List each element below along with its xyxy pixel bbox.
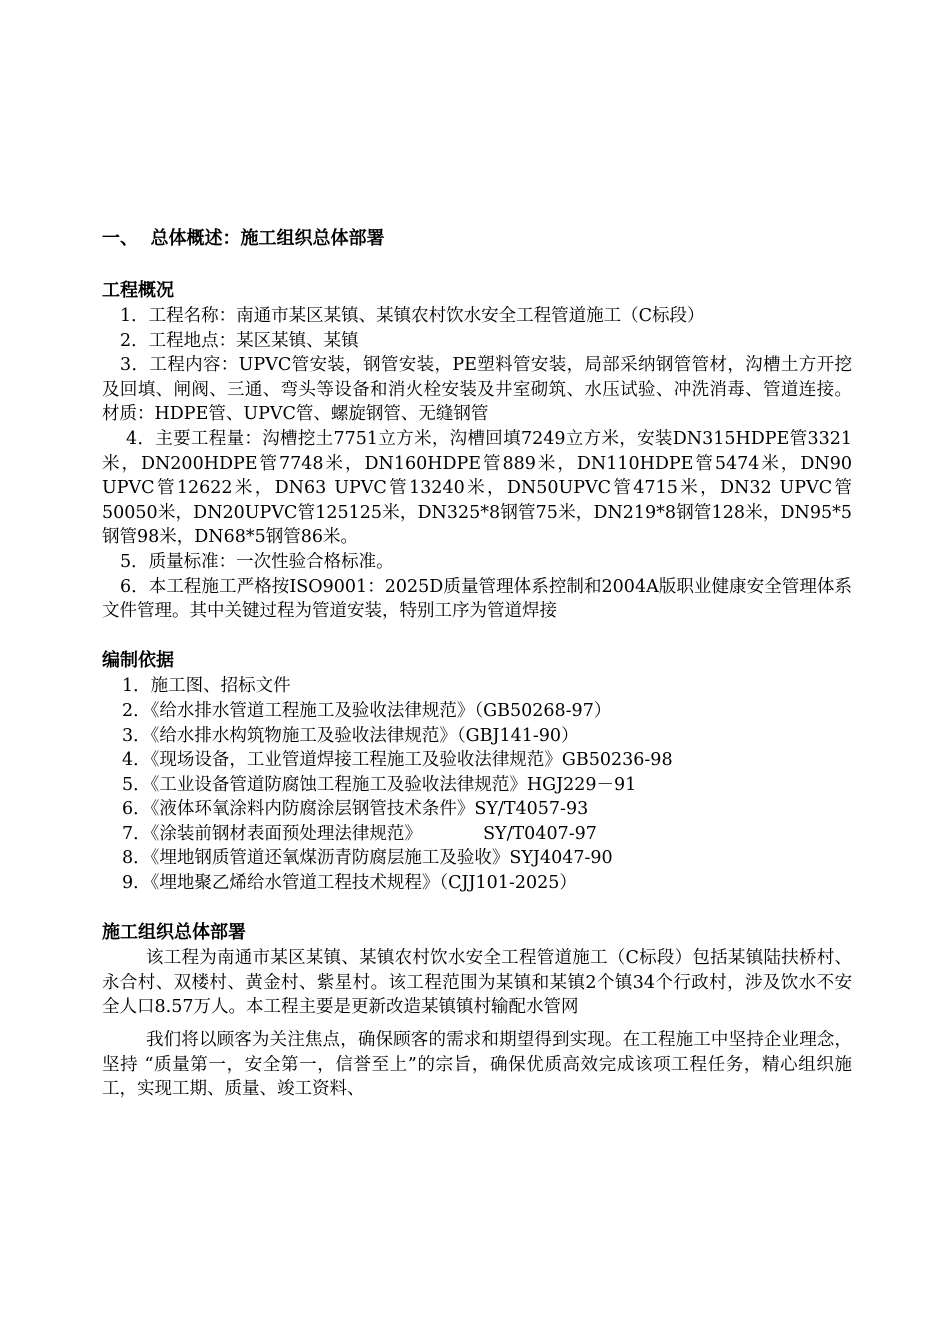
document-page: [102, 226, 852, 1102]
basis-item-4: 4．《现场设备，工业管道焊接工程施工及验收法律规范》GB50236-98: [122, 750, 673, 771]
overview-item-5: 5．质量标准：一次性验合格标准。: [120, 551, 394, 572]
basis-item-5: 5．《工业设备管道防腐蚀工程施工及验收法律规范》HGJ229－91: [122, 774, 637, 795]
basis-item-9: 9．《埋地聚乙烯给水管道工程技术规程》（CJJ101-2025）: [122, 873, 577, 894]
basis-item-3: 3．《给水排水构筑物施工及验收法律规范》（GBJ141-90）: [122, 725, 579, 746]
deployment-paragraph-2: 我们将以顾客为关注焦点，确保顾客的需求和期望得到实现。在工程施工中坚持企业理念，坚持 “质量第一，安全第一，信誉至上”的宗旨，确保优质高效完成该项工程任务，精心组织施工，实现工期、质量、竣工资料、: [102, 1030, 852, 1100]
basis-item-2: 2．《给水排水管道工程施工及验收法律规范》（GB50268-97）: [122, 700, 612, 721]
basis-item-1: 1．施工图、招标文件: [122, 676, 291, 697]
basis-item-8: 8．《埋地钢质管道还氧煤沥青防腐层施工及验收》SYJ4047-90: [122, 848, 613, 869]
deployment-paragraph-1: 该工程为南通市某区某镇、某镇农村饮水安全工程管道施工（C标段）包括某镇陆扶桥村、永合村、双楼村、黄金村、紫星村。该工程范围为某镇和某镇2个镇34个行政村，涉及饮水不安全人口8.57万人。本工程主要是更新改造某镇镇村输配水管网: [102, 948, 852, 1018]
overview-item-4: 4．主要工程量：沟槽挖土7751立方米，沟槽回填7249立方米，安装DN315HDPE管3321米，DN200HDPE管7748米，DN160HDPE管889米，DN110HDPE管5474米，DN90 UPVC管12622米，DN63 UPVC管13240米，DN50UPVC管4715米，DN32 UPVC管50050米，DN20UPVC管125125米，DN325*8钢管75米，DN219*8钢管128米，DN95*5钢管98米，DN68*5钢管86米。: [102, 428, 852, 548]
basis-item-7: 7．《涂装前钢材表面预处理法律规范》 SY/T0407-97: [122, 823, 597, 844]
basis-item-6: 6．《液体环氧涂料内防腐涂层钢管技术条件》SY/T4057-93: [122, 799, 589, 820]
overview-item-2: 2．工程地点：某区某镇、某镇: [120, 330, 359, 351]
overview-item-6: 6．本工程施工严格按ISO9001：2025D质量管理体系控制和2004A版职业健康安全管理体系文件管理。其中关键过程为管道安装，特别工序为管道焊接: [102, 576, 852, 622]
section-title-overview: 工程概况: [102, 280, 174, 301]
main-heading: 一、 总体概述：施工组织总体部署: [102, 228, 385, 249]
section-title-basis: 编制依据: [102, 650, 174, 672]
section-title-deployment: 施工组织总体部署: [102, 922, 246, 944]
overview-item-3: 3．工程内容：UPVC管安装，钢管安装，PE塑料管安装，局部采纳钢管管材，沟槽土方开挖及回填、闸阀、三通、弯头等设备和消火栓安装及井室砌筑、水压试验、冲洗消毒、管道连接。材质：HDPE管、UPVC管、螺旋钢管、无缝钢管: [102, 355, 852, 425]
overview-item-1: 1．工程名称：南通市某区某镇、某镇农村饮水安全工程管道施工（C标段）: [120, 306, 705, 326]
